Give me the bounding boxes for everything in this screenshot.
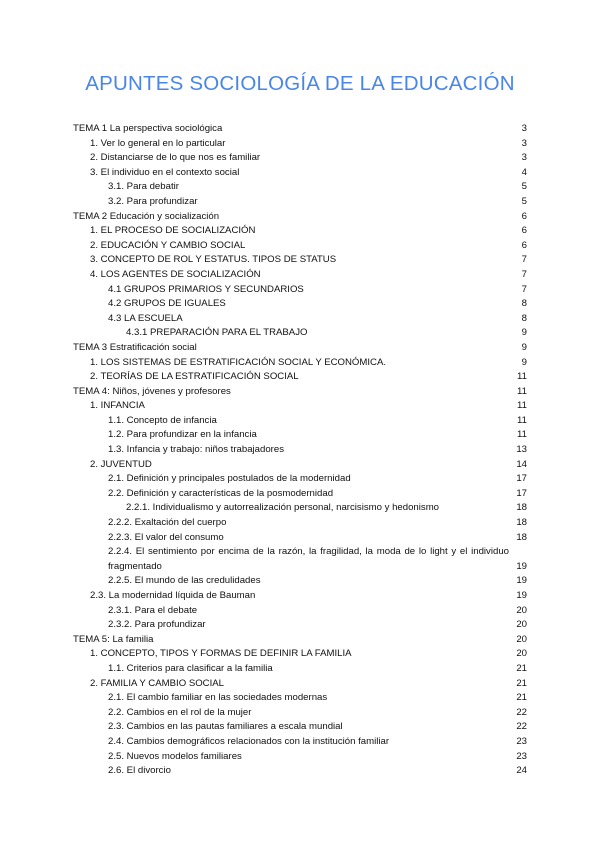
toc-entry[interactable]	[73, 720, 527, 735]
toc-entry-title: 1. CONCEPTO, TIPOS Y FORMAS DE DEFINIR LA FAMILIA	[90, 648, 352, 660]
toc-entry-title: 2.2.2. Exaltación del cuerpo	[108, 517, 227, 529]
toc-entry-page: 11	[517, 414, 527, 426]
toc-entry-title: 2.2.4. El sentimiento por encima de la razón, la fragilidad, la moda de lo light y el individuo fragmentado	[108, 546, 509, 572]
toc-entry[interactable]	[73, 326, 527, 341]
toc-entry[interactable]	[73, 458, 527, 473]
toc-entry-title: 3.2. Para profundizar	[108, 195, 198, 207]
toc-entry[interactable]	[73, 414, 527, 429]
toc-entry-page: 20	[516, 604, 527, 616]
toc-entry-title: 2. Distanciarse de lo que nos es familiar	[90, 152, 261, 164]
toc-entry[interactable]	[73, 341, 527, 356]
toc-entry-title: 4. LOS AGENTES DE SOCIALIZACIÓN	[90, 268, 261, 280]
toc-entry-page: 20	[516, 619, 527, 631]
toc-entry-page: 18	[516, 531, 527, 543]
toc-entry[interactable]	[73, 574, 527, 589]
toc-entry[interactable]	[73, 647, 527, 662]
toc-entry-page: 6	[521, 210, 527, 222]
toc-entry[interactable]	[73, 545, 527, 574]
toc-entry[interactable]	[73, 151, 527, 166]
toc-entry-title: 2.1. El cambio familiar en las sociedades modernas	[108, 692, 328, 704]
toc-entry-page: 7	[521, 283, 527, 295]
toc-entry-page: 9	[521, 327, 527, 339]
toc-entry-page: 20	[516, 648, 527, 660]
toc-entry-title: 1. EL PROCESO DE SOCIALIZACIÓN	[90, 225, 256, 237]
toc-entry[interactable]	[73, 443, 527, 458]
toc-entry-title: 2.6. El divorcio	[108, 765, 171, 777]
toc-entry[interactable]	[73, 487, 527, 502]
toc-entry[interactable]	[73, 589, 527, 604]
toc-entry[interactable]	[73, 239, 527, 254]
toc-entry-page: 21	[516, 677, 527, 689]
toc-entry[interactable]	[73, 210, 527, 225]
toc-entry-title: 2.2.5. El mundo de las credulidades	[108, 575, 261, 587]
toc-entry-page: 6	[521, 225, 527, 237]
toc-entry-page: 4	[521, 166, 527, 178]
toc-entry[interactable]	[73, 428, 527, 443]
toc-entry[interactable]	[73, 662, 527, 677]
toc-entry-title: 3. El individuo en el contexto social	[90, 166, 240, 178]
toc-entry-title: 2.3. Cambios en las pautas familiares a escala mundial	[108, 721, 343, 733]
toc-entry[interactable]	[73, 472, 527, 487]
toc-entry[interactable]	[73, 224, 527, 239]
toc-entry-page: 13	[516, 444, 527, 456]
toc-entry-page: 18	[516, 517, 527, 529]
toc-entry[interactable]	[73, 516, 527, 531]
toc-entry-page: 19	[516, 590, 527, 601]
toc-entry[interactable]	[73, 137, 527, 152]
toc-entry[interactable]	[73, 385, 527, 400]
toc-entry-title: TEMA 1 La perspectiva sociológica	[73, 123, 223, 134]
toc-entry-title: 2.2.1. Individualismo y autorrealización personal, narcisismo y hedonismo	[126, 502, 440, 514]
toc-entry-title: 2.3.1. Para el debate	[108, 604, 198, 616]
toc-entry[interactable]	[73, 195, 527, 210]
toc-entry-page: 20	[516, 633, 527, 645]
toc-entry-title: 2.3. La modernidad líquida de Bauman	[90, 590, 256, 601]
toc-entry-title: 2.1. Definición y principales postulados de la modernidad	[108, 473, 351, 485]
toc-entry[interactable]	[73, 691, 527, 706]
toc-entry-page: 5	[521, 181, 527, 193]
toc-entry-page: 11	[517, 371, 527, 383]
toc-entry-page: 17	[516, 487, 527, 499]
toc-entry-page: 19	[516, 560, 527, 572]
toc-entry-page: 11	[517, 400, 527, 412]
toc-entry[interactable]	[73, 166, 527, 181]
toc-entry-title: 4.1 GRUPOS PRIMARIOS Y SECUNDARIOS	[108, 283, 304, 295]
toc-entry-title: 1.1. Criterios para clasificar a la familia	[108, 662, 273, 674]
toc-entry-page: 18	[516, 502, 527, 514]
toc-entry-title: 1.2. Para profundizar en la infancia	[108, 429, 257, 441]
toc-entry-page: 3	[521, 123, 527, 134]
toc-entry-title: TEMA 2 Educación y socialización	[73, 210, 220, 222]
toc-entry[interactable]	[73, 531, 527, 546]
toc-entry-page: 24	[516, 765, 527, 777]
toc-entry-page: 9	[521, 356, 527, 368]
toc-entry[interactable]	[73, 501, 527, 516]
toc-entry-page: 22	[516, 706, 527, 718]
toc-entry[interactable]	[73, 764, 527, 779]
toc-entry-page: 23	[516, 750, 527, 762]
toc-entry[interactable]	[73, 604, 527, 619]
toc-entry-title: 1.1. Concepto de infancia	[108, 414, 217, 426]
toc-entry-title: TEMA 4: Niños, jóvenes y profesores	[73, 385, 231, 397]
toc-entry-page: 8	[521, 312, 527, 324]
toc-entry-title: 1.3. Infancia y trabajo: niños trabajadores	[108, 444, 284, 456]
toc-entry[interactable]	[73, 122, 527, 137]
toc-entry-page: 17	[516, 473, 527, 485]
toc-entry[interactable]	[73, 633, 527, 648]
toc-entry-title: 2. FAMILIA Y CAMBIO SOCIAL	[90, 677, 225, 689]
toc-entry[interactable]	[73, 677, 527, 692]
toc-entry-title: TEMA 3 Estratificación social	[73, 341, 197, 353]
toc-entry-page: 6	[521, 239, 527, 251]
toc-entry-title: 2.2. Cambios en el rol de la mujer	[108, 706, 252, 718]
document-title: APUNTES SOCIOLOGÍA DE LA EDUCACIÓN	[85, 72, 515, 95]
toc-entry-title: 1. Ver lo general en lo particular	[90, 137, 226, 149]
toc-entry-title: 2.4. Cambios demográficos relacionados con la institución familiar	[108, 735, 390, 747]
toc-entry-title: 4.2 GRUPOS DE IGUALES	[108, 298, 226, 310]
toc-entry-title: 4.3 LA ESCUELA	[108, 312, 183, 324]
toc-entry[interactable]	[73, 253, 527, 268]
toc-entry-page: 9	[521, 341, 527, 353]
toc-entry-page: 11	[517, 385, 527, 397]
toc-entry-page: 21	[516, 662, 527, 674]
toc-entry-title: 1. LOS SISTEMAS DE ESTRATIFICACIÓN SOCIAL Y ECONÓMICA.	[90, 356, 387, 368]
toc-entry-page: 7	[521, 254, 527, 266]
toc-entry-title: 2.2. Definición y características de la posmodernidad	[108, 487, 334, 499]
toc-entry-title: 3.1. Para debatir	[108, 181, 179, 193]
toc-entry-title: TEMA 5: La familia	[73, 633, 154, 645]
toc-entry-page: 8	[521, 298, 527, 310]
toc-entry-title: 2. JUVENTUD	[90, 458, 152, 470]
toc-entry-page: 19	[516, 575, 527, 587]
toc-entry[interactable]	[73, 735, 527, 750]
toc-entry-title: 2. TEORÍAS DE LA ESTRATIFICACIÓN SOCIAL	[90, 371, 299, 383]
toc-entry[interactable]	[73, 706, 527, 721]
toc-entry[interactable]	[73, 312, 527, 327]
toc-entry-title: 3. CONCEPTO DE ROL Y ESTATUS. TIPOS DE STATUS	[90, 254, 337, 266]
toc-entry-title: 2.3.2. Para profundizar	[108, 619, 206, 631]
toc-entry[interactable]	[73, 370, 527, 385]
toc-entry-title: 1. INFANCIA	[90, 400, 145, 412]
toc-entry[interactable]	[73, 750, 527, 765]
toc-entry-page: 3	[521, 137, 527, 149]
toc-entry[interactable]	[73, 618, 527, 633]
toc-entry-title: 2. EDUCACIÓN Y CAMBIO SOCIAL	[90, 239, 246, 251]
toc-entry-page: 22	[516, 721, 527, 733]
toc-entry[interactable]	[73, 356, 527, 371]
toc-entry-title: 4.3.1 PREPARACIÓN PARA EL TRABAJO	[126, 327, 308, 339]
toc-entry-page: 3	[521, 152, 527, 164]
toc-entry-page: 5	[521, 195, 527, 207]
toc-entry-page: 23	[516, 735, 527, 747]
table-of-contents	[73, 122, 527, 779]
toc-entry[interactable]	[73, 297, 527, 312]
toc-entry-title: 2.2.3. El valor del consumo	[108, 531, 224, 543]
toc-entry[interactable]	[73, 399, 527, 414]
toc-entry[interactable]	[73, 180, 527, 195]
toc-entry-page: 11	[517, 429, 527, 441]
toc-entry-page: 14	[516, 458, 527, 470]
toc-entry[interactable]	[73, 283, 527, 298]
toc-entry-page: 7	[521, 268, 527, 280]
toc-entry-page: 21	[516, 692, 527, 704]
toc-entry[interactable]	[73, 268, 527, 283]
toc-entry-title: 2.5. Nuevos modelos familiares	[108, 750, 242, 762]
